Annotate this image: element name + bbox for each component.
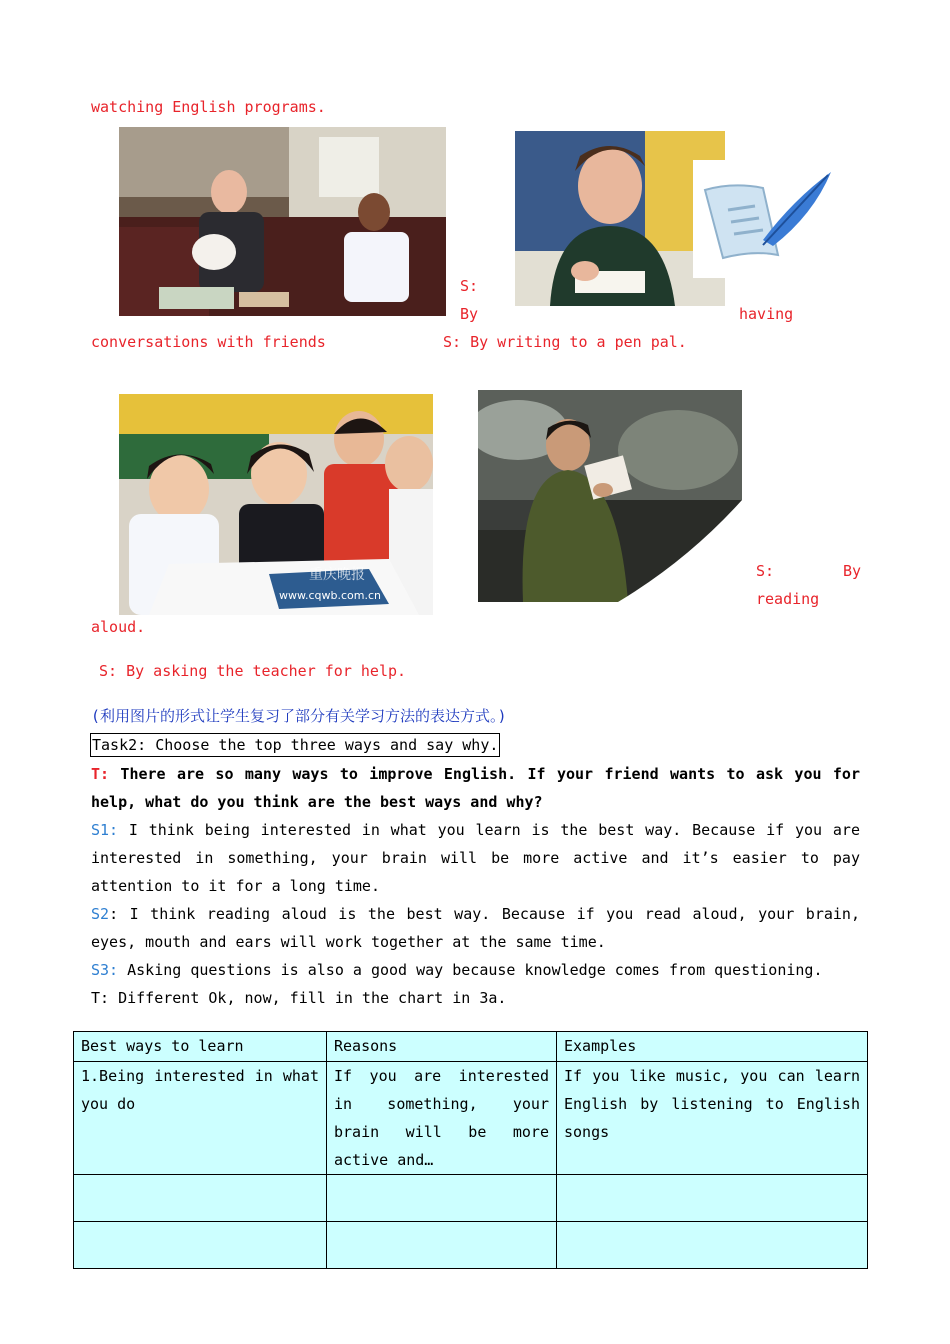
table-cell-empty[interactable] (74, 1175, 327, 1222)
caption-reading: reading (756, 590, 820, 608)
table-cell-empty[interactable] (74, 1222, 327, 1269)
table-header-ways: Best ways to learn (74, 1032, 327, 1062)
quill-scroll-icon (693, 160, 837, 278)
student1-answer-text: I think being interested in what you learn is the best way. Because if you are interested in something, your brain will be more active and it’s easier to pay attention to it for a long time. (91, 821, 860, 895)
speaker-s1-label: S1: (91, 821, 119, 839)
speaker-t-label: T: (91, 765, 110, 783)
table-row (74, 1062, 868, 1175)
caption-s-label: S: (460, 277, 479, 295)
photo-watermark: www.cqwb.com.cn (279, 589, 381, 602)
caption-by: By (460, 305, 479, 323)
caption-having: having (739, 305, 794, 323)
table-cell-empty[interactable] (557, 1175, 868, 1222)
table-header-row (74, 1032, 868, 1062)
task2-heading-text: Task2: Choose the top three ways and say why. (90, 733, 500, 757)
photo-asking-teacher (119, 394, 433, 615)
photo-reading-aloud (478, 390, 742, 602)
table-header-examples: Examples (557, 1032, 868, 1062)
student3-answer-text: Asking questions is also a good way because knowledge comes from questioning. (118, 961, 823, 979)
table-row (74, 1175, 868, 1222)
caption-conversations: conversations with friends (91, 333, 326, 351)
caption-aloud: aloud. (91, 618, 146, 636)
speaker-s3-label: S3: (91, 961, 119, 979)
teacher-question-text: There are so many ways to improve English. If your friend wants to ask you for help, what do you think are the best ways and why? (91, 765, 860, 811)
table-cell-reason: If you are interested in something, your brain will be more active and… (327, 1062, 557, 1175)
photo-watermark-chars: 重庆晚报 (309, 567, 365, 583)
table-cell-empty[interactable] (327, 1175, 557, 1222)
student1-answer (91, 816, 860, 900)
speaker-s2-label: S2 (91, 905, 110, 923)
caption-s-label-2: S: (756, 562, 775, 580)
caption-pen-pal: S: By writing to a pen pal. (443, 333, 687, 351)
caption-asking-teacher: S: By asking the teacher for help. (99, 662, 407, 680)
learning-ways-table (73, 1031, 868, 1269)
table-row (74, 1222, 868, 1269)
student2-answer-text: : I think reading aloud is the best way. Because if you read aloud, your brain, eyes, mouth and ears will work together at the same time. (91, 905, 860, 951)
table-cell-example: If you like music, you can learn English by listening to English songs (557, 1062, 868, 1175)
table-cell-way: 1.Being interested in what you do (74, 1062, 327, 1175)
photo-conversation (119, 127, 446, 316)
teacher-question (91, 760, 860, 816)
task2-heading (90, 733, 500, 757)
teaching-note: (利用图片的形式让学生复习了部分有关学习方法的表达方式。) (91, 707, 507, 725)
table-cell-empty[interactable] (327, 1222, 557, 1269)
caption-watching: watching English programs. (91, 98, 326, 116)
student3-answer (91, 956, 860, 984)
table-header-reasons: Reasons (327, 1032, 557, 1062)
teacher-instruction: T: Different Ok, now, fill in the chart in 3a. (91, 989, 507, 1007)
table-cell-empty[interactable] (557, 1222, 868, 1269)
caption-by-2: By (843, 562, 862, 580)
student2-answer (91, 900, 860, 956)
